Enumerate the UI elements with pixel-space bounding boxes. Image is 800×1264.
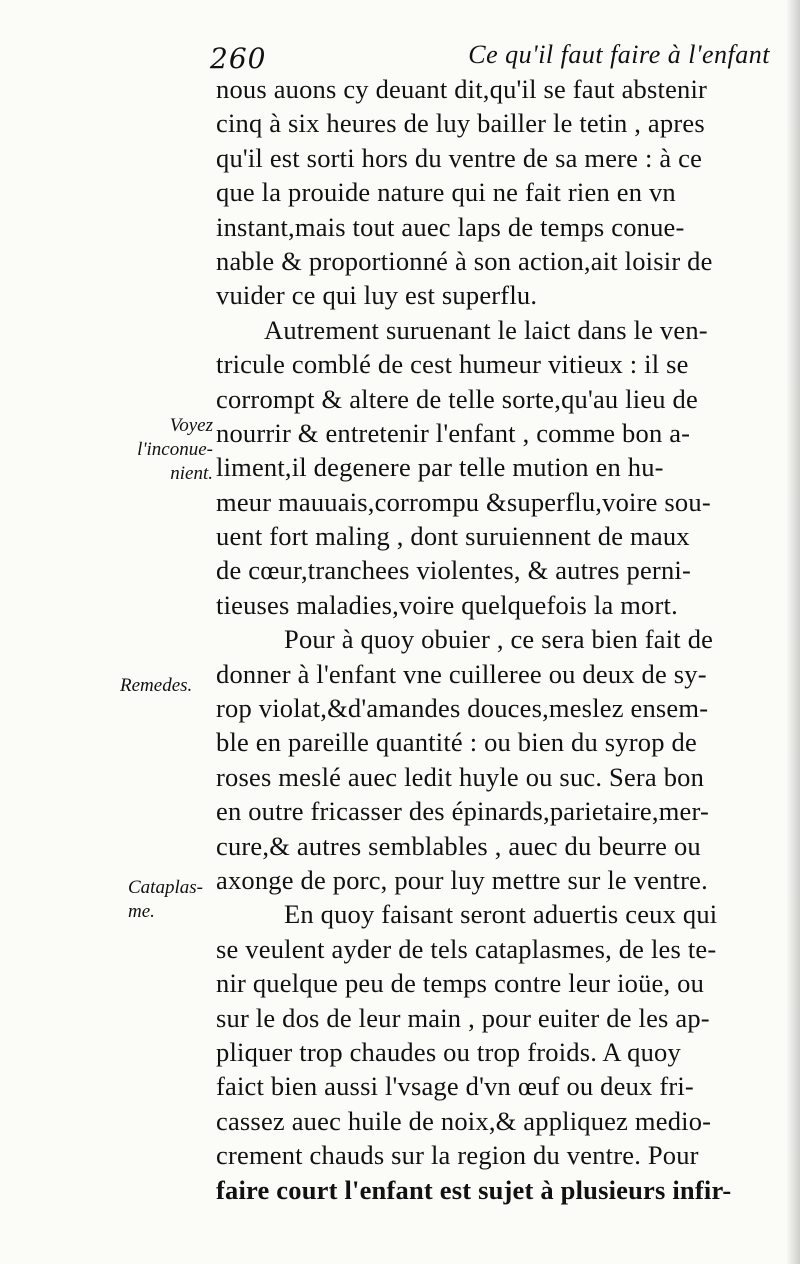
text-line: nir quelque peu de temps contre leur ioüe, ou (216, 968, 705, 999)
text-line: uent fort maling , dont suruiennent de maux (216, 521, 690, 552)
text-line: de cœur,tranchees violentes, & autres perni- (216, 555, 691, 586)
margin-note-line: l'inconue- (137, 439, 213, 460)
text-line: tricule comblé de cest humeur vitieux : il se (216, 349, 689, 380)
text-line: en outre fricasser des épinards,parietaire,mer- (216, 796, 709, 827)
margin-note-remedes (120, 674, 215, 698)
text-line: cassez auec huile de noix,& appliquez medio- (216, 1105, 712, 1136)
body-text (216, 72, 786, 1207)
text-line: cure,& autres semblables , auec du beurre ou (216, 830, 701, 861)
margin-note-line: Remedes. (120, 675, 193, 696)
text-line: vuider ce qui luy est superflu. (216, 280, 538, 311)
text-line: corrompt & altere de telle sorte,qu'au lieu de (216, 383, 698, 414)
text-line: se veulent ayder de tels cataplasmes, de les te- (216, 933, 717, 964)
text-line: cinq à six heures de luy bailler le tetin , apres (216, 108, 705, 139)
text-line: nourrir & entretenir l'enfant , comme bon a- (216, 417, 691, 448)
text-line: nable & proportionné à son action,ait loisir de (216, 245, 713, 276)
text-line: donner à l'enfant vne cuilleree ou deux de sy- (216, 658, 707, 689)
text-line: rop violat,&d'amandes douces,meslez ensem- (216, 693, 709, 724)
page-number: 260 (210, 42, 267, 75)
text-line: pliquer trop chaudes ou trop froids. A quoy (216, 1036, 681, 1067)
paragraph-start-line: Pour à quoy obuier , ce sera bien fait de (284, 624, 714, 655)
text-line: tieuses maladies,voire quelquefois la mort. (216, 589, 678, 620)
text-line: faire court l'enfant est sujet à plusieurs infir- (216, 1174, 732, 1205)
text-line: meur mauuais,corrompu &superflu,voire sou- (216, 486, 711, 517)
margin-note-line: nient. (170, 463, 213, 484)
text-line: roses meslé auec ledit huyle ou suc. Sera bon (216, 761, 705, 792)
margin-note-voyez (118, 414, 213, 486)
margin-note-line: Voyez (169, 415, 213, 436)
margin-note-line: Cataplas- (128, 877, 203, 898)
text-line: nous auons cy deuant dit,qu'il se faut abstenir (216, 74, 708, 104)
page-edge-shadow (786, 0, 800, 1264)
text-line: sur le dos de leur main , pour euiter de les ap- (216, 1002, 710, 1033)
text-line: axonge de porc, pour luy mettre sur le ventre. (216, 864, 708, 895)
text-line: qu'il est sorti hors du ventre de sa mere : à ce (216, 142, 703, 173)
paragraph-start-line: En quoy faisant seront aduertis ceux qui (284, 899, 718, 930)
text-line: que la prouide nature qui ne fait rien en vn (216, 177, 676, 208)
text-line: liment,il degenere par telle mution en hu- (216, 452, 664, 483)
running-head: Ce qu'il faut faire à l'enfant (468, 40, 770, 69)
margin-note-line: me. (128, 901, 155, 922)
paragraph-start-line: Autrement suruenant le laict dans le ven- (264, 314, 708, 345)
margin-note-cataplasme (128, 876, 223, 924)
text-line: instant,mais tout auec laps de temps conue- (216, 211, 685, 242)
text-line: crement chauds sur la region du ventre. Pour (216, 1140, 699, 1171)
text-line: ble en pareille quantité : ou bien du syrop de (216, 727, 697, 758)
text-line: faict bien aussi l'vsage d'vn œuf ou deux fri- (216, 1071, 694, 1102)
